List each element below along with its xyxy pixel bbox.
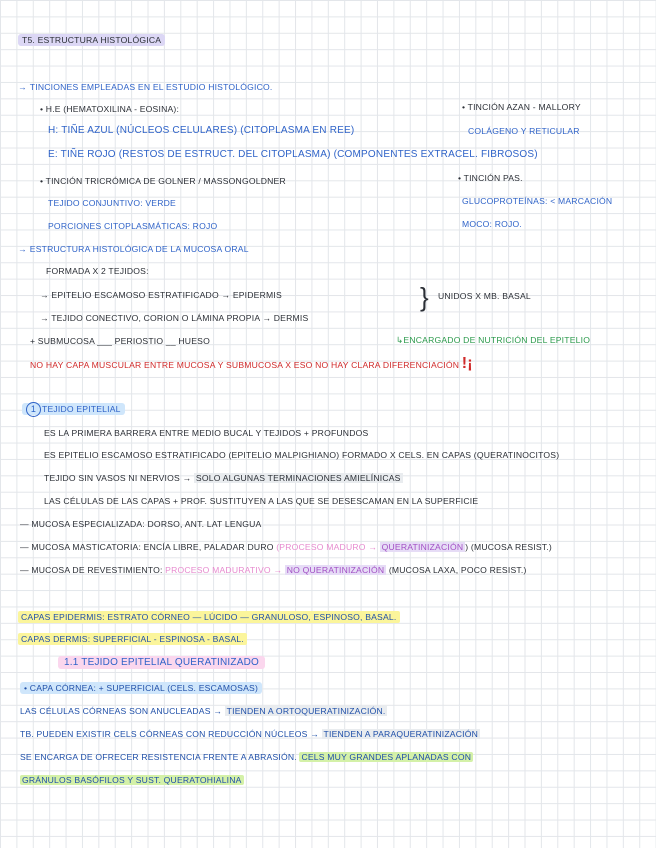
mucosa-especializada: — MUCOSA ESPECIALIZADA: DORSO, ANT. LAT LENGUA (20, 519, 262, 529)
pas-line-1: GLUCOPROTEÍNAS: < MARCACIÓN (462, 196, 613, 206)
arrow-right-icon: → (18, 244, 27, 254)
submucosa-line: + SUBMUCOSA ___ PERIOSTIO __ HUESO (30, 336, 210, 346)
mucosa-heading: → ESTRUCTURA HISTOLÓGICA DE LA MUCOSA ORAL (18, 244, 249, 254)
tricromica-line-1: TEJIDO CONJUNTIVO: VERDE (48, 198, 176, 208)
pas-line-2: MOCO: ROJO. (462, 219, 522, 229)
formada-line: FORMADA X 2 TEJIDOS: (46, 266, 149, 276)
mucosa-revestimiento: — MUCOSA DE REVESTIMIENTO: PROCESO MADURATIVO → NO QUERATINIZACIÓN (MUCOSA LAXA, POCO RESIST.) (20, 565, 527, 575)
he-h-line: H: TIÑE AZUL (NÚCLEOS CELULARES) (CITOPLASMA EN REE) (48, 125, 355, 136)
capa-cornea-line: • CAPA CÓRNEA: + SUPERFICIAL (CELS. ESCAMOSAS) (20, 682, 262, 694)
tinciones-heading: → TINCIONES EMPLEADAS EN EL ESTUDIO HISTOLÓGICO. (18, 82, 273, 92)
epitelial-line-2: ES EPITELIO ESCAMOSO ESTRATIFICADO (EPITELIO MALPIGHIANO) FORMADO X CELS. EN CAPAS (QUERATINOCITOS) (44, 450, 560, 460)
page-title: T5. ESTRUCTURA HISTOLÓGICA (18, 34, 165, 46)
arrow-right-icon: → (307, 729, 322, 739)
arrow-return-icon: ↳ (396, 335, 404, 345)
arrow-right-icon: → (365, 542, 380, 552)
azan-title: • TINCIÓN AZAN - MALLORY (462, 102, 581, 112)
tricromica-title: • TINCIÓN TRICRÓMICA DE GOLNER / MASSONGOLDNER (40, 176, 286, 186)
epitelio-line: → EPITELIO ESCAMOSO ESTRATIFICADO → EPIDERMIS (40, 290, 282, 300)
capas-dermis: CAPAS DERMIS: SUPERFICIAL - ESPINOSA - BASAL. (18, 633, 247, 645)
brace-icon: } (420, 282, 429, 312)
exclamation-icon: !¡ (461, 355, 473, 372)
capas-epidermis: CAPAS EPIDERMIS: ESTRATO CÓRNEO — LÚCIDO — GRANULOSO, ESPINOSO, BASAL. (18, 611, 400, 623)
arrow-right-icon: → (270, 565, 285, 575)
section-1-1-heading: 1.1 TEJIDO EPITELIAL QUERATINIZADO (58, 657, 265, 669)
mucosa-masticatoria: — MUCOSA MASTICATORIA: ENCÍA LIBRE, PALADAR DURO (PROCESO MADURO → QUERATINIZACIÓN ) (MUCOSA RESIST.) (20, 542, 552, 552)
he-title: • H.E (HEMATOXILINA - EOSINA): (40, 104, 180, 114)
he-e-line: E: TIÑE ROJO (RESTOS DE ESTRUCT. DEL CITOPLASMA) (COMPONENTES EXTRACEL. FIBROSOS) (48, 149, 538, 160)
arrow-right-icon: → (259, 313, 274, 323)
cornea-line-5: GRÁNULOS BASÓFILOS Y SUST. QUERATOHIALINA (22, 775, 242, 785)
cornea-line-2: LAS CÉLULAS CÓRNEAS SON ANUCLEADAS → TIENDEN A ORTOQUERATINIZACIÓN. (20, 706, 386, 716)
arrow-right-icon: → (218, 290, 233, 300)
epitelial-line-1: ES LA PRIMERA BARRERA ENTRE MEDIO BUCAL Y TEJIDOS + PROFUNDOS (44, 428, 369, 438)
cornea-line-3: TB. PUEDEN EXISTIR CELS CÓRNEAS CON REDUCCIÓN NÚCLEOS → TIENDEN A PARAQUERATINIZACIÓN (20, 729, 479, 739)
cornea-line-4: SE ENCARGA DE OFRECER RESISTENCIA FRENTE A ABRASIÓN. CELS MUY GRANDES APLANADAS CON (20, 752, 472, 762)
arrow-right-icon: → (18, 82, 27, 92)
arrow-right-icon: → (40, 290, 52, 300)
epitelial-line-3: TEJIDO SIN VASOS NI NERVIOS → SOLO ALGUNAS TERMINACIONES AMIELÍNICAS (44, 473, 401, 483)
epitelial-line-4: LAS CÉLULAS DE LAS CAPAS + PROF. SUSTITUYEN A LAS QUE SE DESESCAMAN EN LA SUPERFICIE (44, 496, 479, 506)
arrow-right-icon: → (179, 473, 194, 483)
azan-line-1: COLÁGENO Y RETICULAR (468, 126, 580, 136)
section-1-heading: 1 TEJIDO EPITELIAL (22, 402, 125, 417)
tricromica-line-2: PORCIONES CITOPLASMÁTICAS: ROJO (48, 221, 218, 231)
unidos-line: UNIDOS X MB. BASAL (438, 291, 531, 301)
conectivo-line: → TEJIDO CONECTIVO, CORION O LÁMINA PROPIA → DERMIS (40, 313, 309, 323)
arrow-right-icon: → (40, 313, 52, 323)
nohay-line: NO HAY CAPA MUSCULAR ENTRE MUCOSA Y SUBMUCOSA X ESO NO HAY CLARA DIFERENCIACIÓN !¡ (30, 355, 473, 372)
section-number-circle: 1 (26, 402, 41, 417)
pas-title: • TINCIÓN PAS. (458, 173, 523, 183)
arrow-right-icon: → (210, 706, 225, 716)
encargado-line: ↳ENCARGADO DE NUTRICIÓN DEL EPITELIO (396, 335, 591, 345)
